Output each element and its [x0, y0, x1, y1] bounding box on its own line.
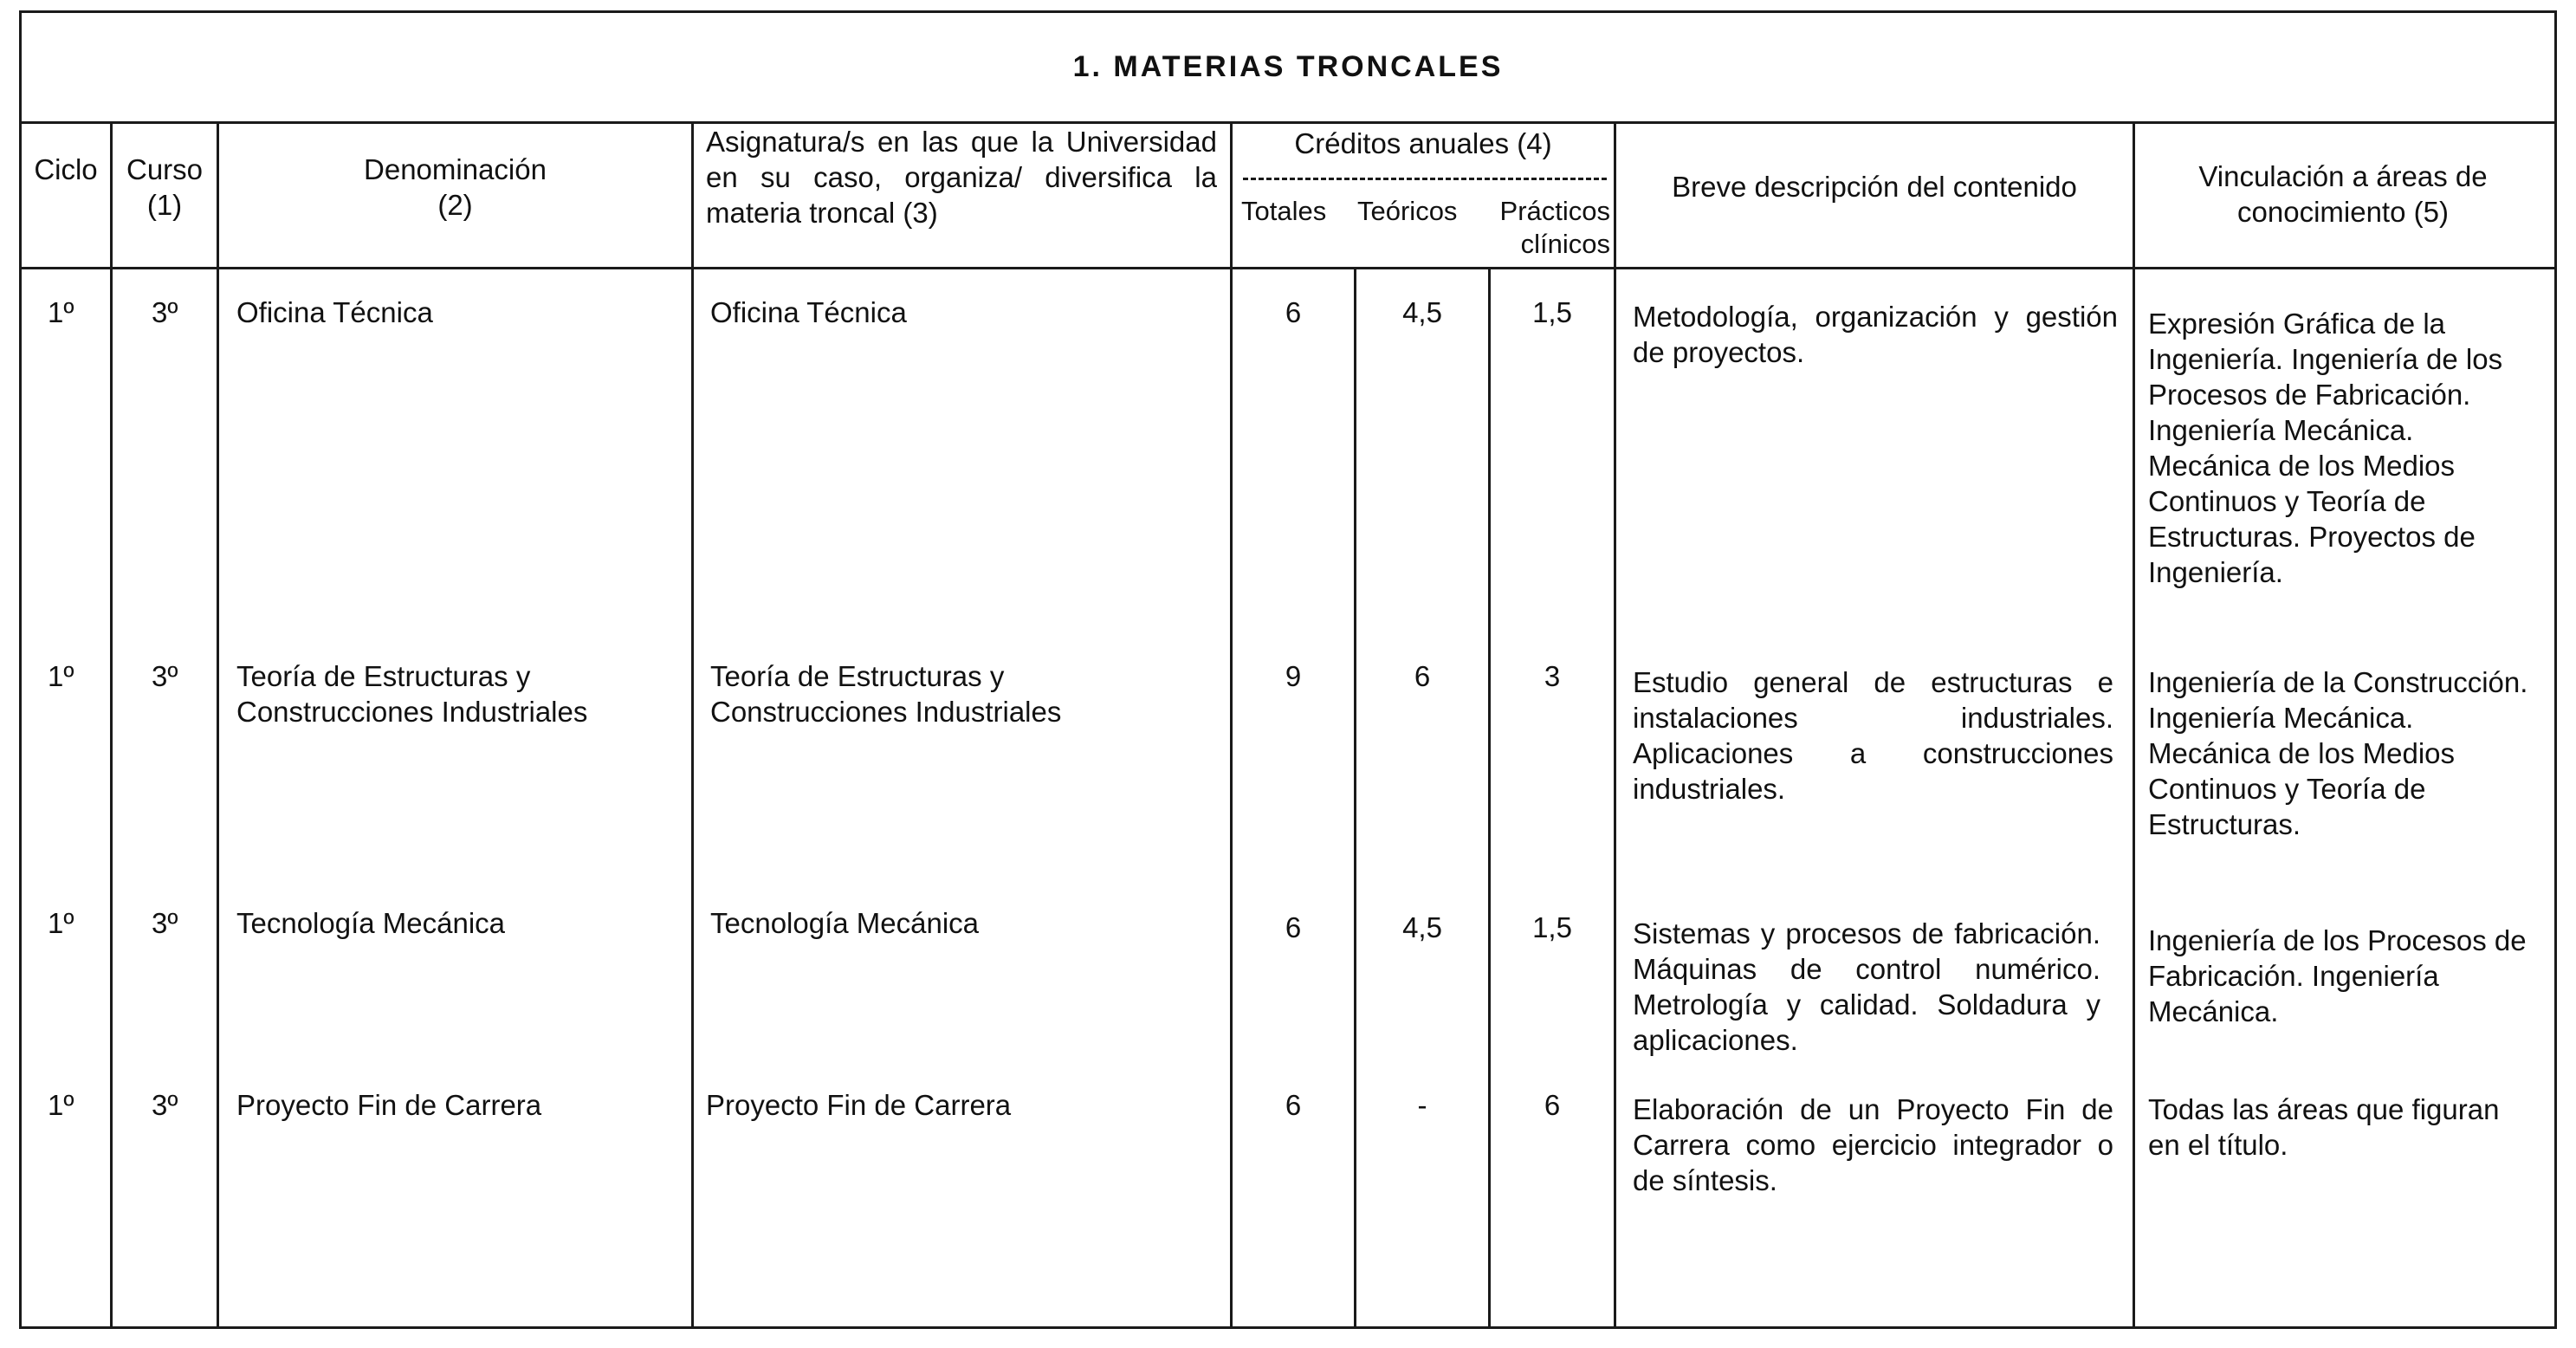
row-3-asignatura: Tecnología Mecánica [710, 907, 980, 939]
table-title: 1. MATERIAS TRONCALES [1072, 50, 1504, 83]
row-2-descripcion: Estudio general de estructuras e instalaciones industriales. Aplicaciones a construcciones industriales. [1633, 666, 2113, 805]
header-denominacion [219, 152, 691, 223]
row-1-practicos: 1,5 [1532, 296, 1572, 328]
row-3-totales: 6 [1285, 911, 1302, 943]
header-teoricos-label: Teóricos [1357, 196, 1458, 226]
row-4-ciclo: 1º [48, 1089, 74, 1121]
header-ciclo-label: Ciclo [34, 153, 98, 185]
header-divider [22, 267, 2554, 269]
row-3-teoricos: 4,5 [1402, 911, 1442, 943]
row-3-ciclo: 1º [48, 907, 74, 939]
row-4-vinculacion: Todas las áreas que figuran en el título. [2148, 1093, 2500, 1161]
row-4-descripcion: Elaboración de un Proyecto Fin de Carrera como ejercicio integrador o de síntesis. [1633, 1093, 2113, 1196]
header-curso-note: (1) [146, 189, 183, 221]
row-3-descripcion: Sistemas y procesos de fabricación. Máquinas de control numérico. Metrología y calidad. Soldadura y aplicaciones. [1633, 917, 2100, 1056]
header-teoricos [1357, 195, 1487, 228]
header-totales-label: Totales [1241, 196, 1327, 226]
row-1-asignatura: Oficina Técnica [710, 296, 907, 328]
row-4-curso: 3º [152, 1089, 178, 1121]
row-2-practicos: 3 [1544, 660, 1561, 692]
header-creditos-label: Créditos anuales (4) [1294, 127, 1552, 159]
row-3-curso: 3º [152, 907, 178, 939]
header-curso-label: Curso [126, 153, 204, 185]
row-2-asignatura: Teoría de Estructuras y Construcciones Industriales [710, 660, 1062, 728]
row-2-denominacion: Teoría de Estructuras y Construcciones Industriales [236, 660, 588, 728]
row-3-practicos: 1,5 [1532, 911, 1572, 943]
column-divider [1354, 267, 1356, 1326]
column-divider [2133, 121, 2135, 1326]
materias-troncales-table [19, 10, 2557, 1329]
header-descripcion-label: Breve descripción del contenido [1672, 171, 2077, 203]
column-divider [691, 121, 694, 1326]
row-1-denominacion: Oficina Técnica [236, 296, 433, 328]
row-2-ciclo: 1º [48, 660, 74, 692]
row-3-vinculacion: Ingeniería de los Procesos de Fabricación. Ingeniería Mecánica. [2148, 924, 2527, 1027]
header-asignatura-label: Asignatura/s en las que la Universidad en su caso, organiza/ diversifica la materia troncal (3) [706, 126, 1217, 229]
row-4-practicos: 6 [1544, 1089, 1561, 1121]
column-divider [1614, 121, 1616, 1326]
row-1-descripcion: Metodología, organización y gestión de proyectos. [1633, 301, 2118, 368]
row-2-vinculacion: Ingeniería de la Construcción. Ingeniería Mecánica. Mecánica de los Medios Continuos y Teoría de Estructuras. [2148, 666, 2528, 840]
header-descripcion [1616, 169, 2133, 204]
row-4-denominacion: Proyecto Fin de Carrera [236, 1089, 542, 1121]
row-2-curso: 3º [152, 660, 178, 692]
row-2-teoricos: 6 [1414, 660, 1431, 692]
row-4-teoricos: - [1417, 1089, 1427, 1121]
column-divider [217, 121, 219, 1326]
header-vinculacion [2170, 159, 2516, 230]
row-3-denominacion: Tecnología Mecánica [236, 907, 506, 939]
row-1-ciclo: 1º [48, 296, 74, 328]
row-4-asignatura: Proyecto Fin de Carrera [706, 1089, 1012, 1121]
row-1-vinculacion: Expresión Gráfica de la Ingeniería. Ingeniería de los Procesos de Fabricación. Ingeniería Mecánica. Mecánica de los Medios Continuos y Teoría de Estructuras. Proyectos de Ingeniería. [2148, 308, 2503, 588]
row-4-totales: 6 [1285, 1089, 1302, 1121]
header-creditos [1233, 126, 1614, 161]
header-asignatura [706, 124, 1217, 230]
header-curso [113, 152, 217, 223]
column-divider [110, 121, 113, 1326]
creditos-dashed-rule [1243, 178, 1607, 180]
header-practicos [1491, 195, 1610, 261]
row-1-teoricos: 4,5 [1402, 296, 1442, 328]
header-totales [1241, 195, 1354, 228]
header-ciclo [22, 152, 110, 187]
header-practicos-label: Prácticos clínicos [1499, 196, 1610, 259]
column-divider [1488, 267, 1491, 1326]
row-1-totales: 6 [1285, 296, 1302, 328]
row-1-curso: 3º [152, 296, 178, 328]
row-2-totales: 9 [1285, 660, 1302, 692]
table-title-box [22, 13, 2554, 124]
header-denominacion-note: (2) [437, 189, 473, 221]
header-vinculacion-label: Vinculación a áreas de conocimiento (5) [2198, 160, 2488, 228]
header-denominacion-label: Denominación [364, 153, 547, 185]
